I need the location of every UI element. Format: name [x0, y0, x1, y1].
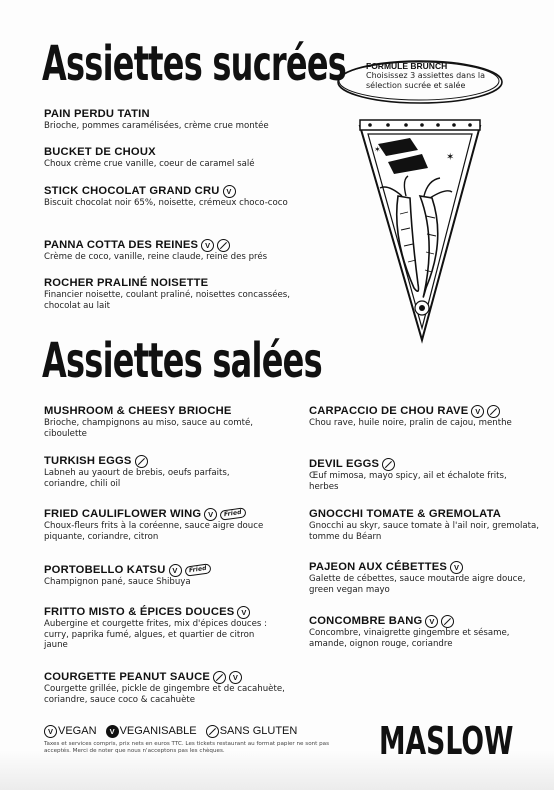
sweet-section-title: Assiettes sucrées	[42, 36, 347, 92]
menu-item-pajeon	[309, 560, 539, 595]
gluten-free-badge	[213, 671, 226, 684]
item-name: COURGETTE PEANUT SAUCE	[44, 671, 211, 683]
vegan-badge: V	[169, 564, 182, 577]
item-description: Œuf mimosa, mayo spicy, ail et échalote frits, herbes	[309, 471, 507, 492]
item-name: FRITTO MISTO & ÉPICES DOUCES	[44, 606, 235, 618]
gluten-free-legend-icon	[206, 725, 219, 738]
item-description: Concombre, vinaigrette gingembre et sésame, amande, oignon rouge, coriandre	[309, 628, 510, 649]
menu-item-bucket-choux	[44, 145, 334, 170]
vegan-badge: V	[237, 606, 250, 619]
gluten-free-badge	[217, 239, 230, 252]
svg-text:✶: ✶	[374, 145, 381, 154]
savory-section-title: Assiettes salées	[42, 333, 322, 389]
item-description: Aubergine et courgette frites, mix d'épices douces : curry, paprika fumé, algues, et quartier de citron jaune	[44, 619, 268, 651]
brunch-text: Choisissez 3 assiettes dans la sélection sucrée et salée	[366, 71, 485, 90]
item-name: FRIED CAULIFLOWER WING	[44, 508, 202, 520]
menu-item-devil-eggs	[309, 457, 524, 492]
item-description: Financier noisette, coulant praliné, noisettes concassées, chocolat au lait	[44, 290, 290, 311]
menu-item-carpaccio-chou-rave	[309, 404, 539, 429]
fried-badge: Fried	[220, 507, 247, 520]
item-name: CARPACCIO DE CHOU RAVE	[309, 405, 469, 417]
vegan-badge: V	[425, 615, 438, 628]
vegan-badge: V	[471, 405, 484, 418]
item-description: Brioche, pommes caramélisées, crème crue montée	[44, 121, 269, 131]
dietary-legend	[44, 725, 303, 738]
fried-badge: Fried	[184, 563, 211, 576]
item-description: Crème de coco, vanille, reine claude, reine des prés	[44, 252, 268, 262]
vegan-badge: V	[229, 671, 242, 684]
veganisable-legend-icon: V	[106, 725, 119, 738]
menu-item-concombre-bang	[309, 614, 539, 649]
item-name: MUSHROOM & CHEESY BRIOCHE	[44, 405, 232, 417]
brunch-title: FORMULE BRUNCH	[366, 61, 448, 71]
item-description: Chou rave, huile noire, pralin de cajou, menthe	[309, 418, 512, 428]
item-description: Biscuit chocolat noir 65%, noisette, crémeux choco-coco	[44, 198, 288, 208]
carrot-pennant-illustration	[358, 118, 482, 344]
svg-text:✶: ✶	[446, 152, 455, 163]
item-description: Labneh au yaourt de brebis, oeufs parfaits, coriandre, chili oil	[44, 468, 230, 489]
item-description: Champignon pané, sauce Shibuya	[44, 577, 191, 587]
menu-item-stick-chocolat	[44, 184, 294, 209]
maslow-logo: MASLOW	[379, 719, 514, 763]
item-description: Choux crème crue vanille, coeur de caramel salé	[44, 159, 255, 169]
menu-item-pain-perdu	[44, 107, 334, 132]
item-name: BUCKET DE CHOUX	[44, 146, 156, 158]
item-name: TURKISH EGGS	[44, 455, 132, 467]
menu-item-gnocchi-tomate	[309, 507, 544, 542]
vegan-badge: V	[201, 239, 214, 252]
menu-item-turkish-eggs	[44, 454, 244, 489]
menu-item-fried-cauliflower	[44, 507, 284, 542]
vegan-legend-icon: V	[44, 725, 57, 738]
vegan-badge: V	[204, 508, 217, 521]
item-description: Galette de cébettes, sauce moutarde aigre douce, green vegan mayo	[309, 574, 526, 595]
item-name: DEVIL EGGS	[309, 458, 380, 470]
item-name: GNOCCHI TOMATE & GREMOLATA	[309, 508, 502, 520]
gluten-free-badge	[441, 615, 454, 628]
item-name: ROCHER PRALINÉ NOISETTE	[44, 277, 209, 289]
legend-vegan: VEGAN	[58, 725, 97, 738]
brunch-formula-callout	[336, 58, 504, 106]
legend-gluten-free: SANS GLUTEN	[219, 725, 298, 738]
item-name: PAIN PERDU TATIN	[44, 108, 150, 120]
item-name: PANNA COTTA DES REINES	[44, 239, 199, 251]
legal-notice: Taxes et services compris, prix nets en euros TTC. Les tickets restaurant au format papier ne sont pas acceptés. Merci de noter que nous n'acceptons pas les chèques.	[44, 741, 330, 754]
item-description: Brioche, champignons au miso, sauce au comté, ciboulette	[44, 418, 253, 439]
item-name: PAJEON AUX CÉBETTES	[309, 561, 448, 573]
vegan-badge: V	[223, 185, 236, 198]
gluten-free-badge	[487, 405, 500, 418]
item-description: Courgette grillée, pickle de gingembre et de cacahuète, coriandre, sauce coco & cacahuète	[44, 684, 285, 705]
item-name: CONCOMBRE BANG	[309, 615, 423, 627]
item-description: Choux-fleurs frits à la coréenne, sauce aigre douce piquante, coriandre, citron	[44, 521, 264, 542]
item-name: STICK CHOCOLAT GRAND CRU	[44, 185, 220, 197]
menu-item-mushroom-brioche	[44, 404, 284, 439]
menu-item-rocher-praline	[44, 276, 294, 311]
menu-item-panna-cotta	[44, 238, 334, 263]
menu-item-portobello-katsu	[44, 563, 284, 588]
gluten-free-badge	[382, 458, 395, 471]
menu-item-courgette-peanut	[44, 670, 294, 705]
menu-item-fritto-misto	[44, 605, 280, 651]
gluten-free-badge	[135, 455, 148, 468]
legend-veganisable: VEGANISABLE	[119, 725, 197, 738]
item-description: Gnocchi au skyr, sauce tomate à l'ail noir, gremolata, tomme du Béarn	[309, 521, 539, 542]
vegan-badge: V	[450, 561, 463, 574]
item-name: PORTOBELLO KATSU	[44, 564, 166, 576]
